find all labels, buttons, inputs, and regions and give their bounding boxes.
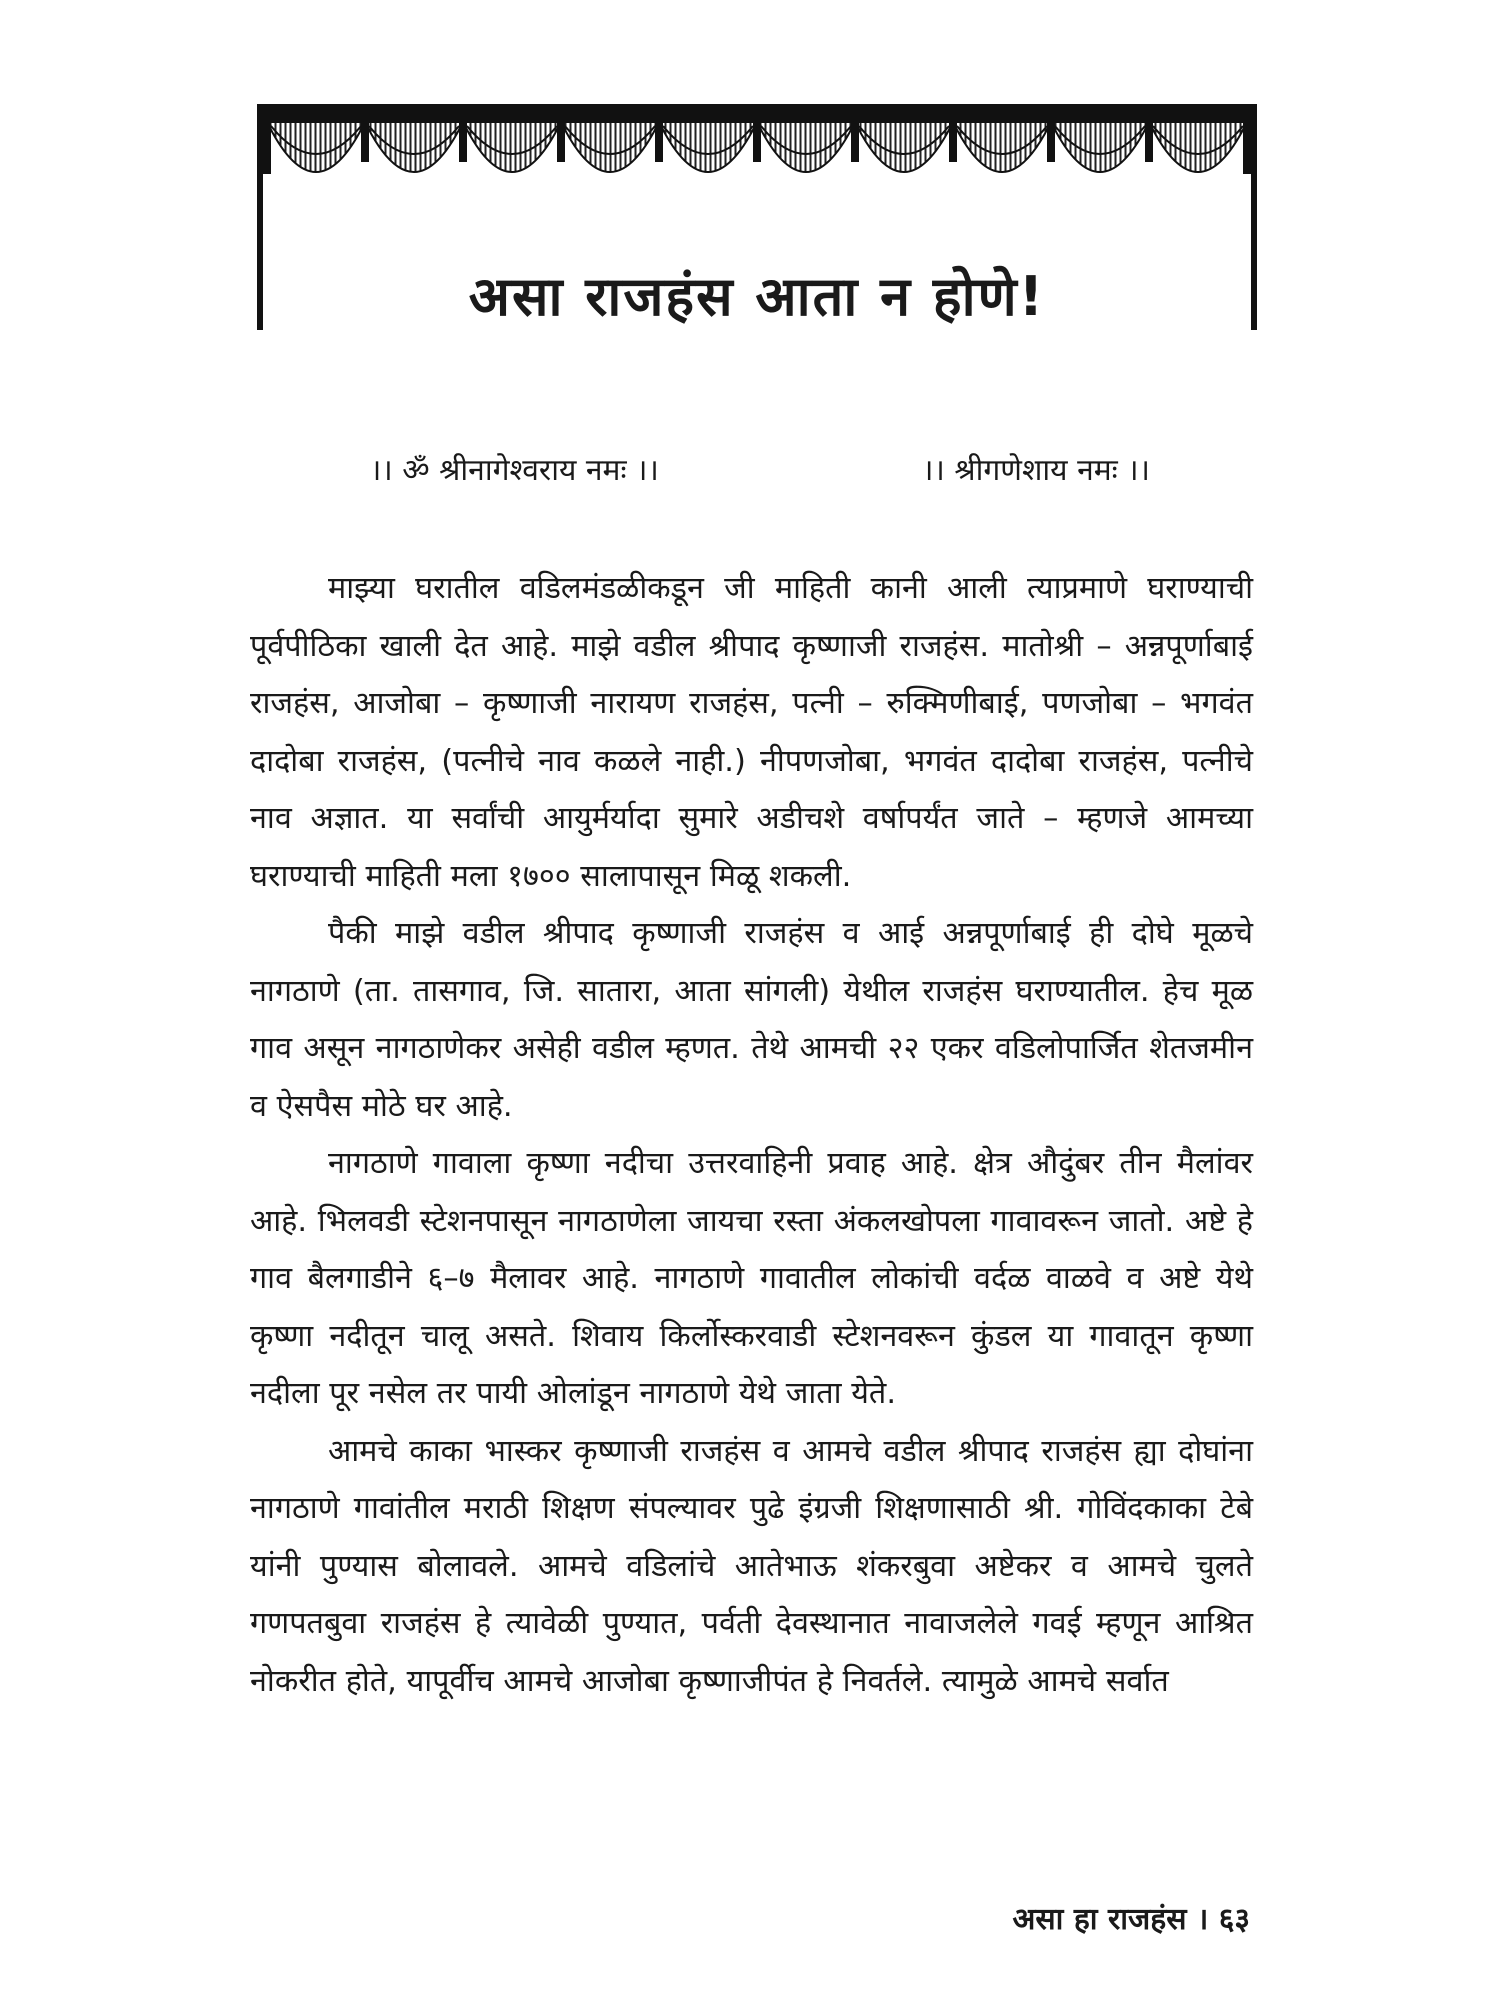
paragraph-2: पैकी माझे वडील श्रीपाद कृष्णाजी राजहंस व आई अन्नपूर्णाबाई ही दोघे मूळचे नागठाणे (ता. तासगाव, जि. सातारा, आता सांगली) येथील राजहंस घराण्यातील. हेच मूळ गाव असून नागठाणेकर असेही वडील म्हणत. तेथे आमची २२ एकर वडिलोपार्जित शेतजमीन व ऐसपैस मोठे घर आहे. — [250, 916, 1253, 1124]
page-footer — [1012, 1897, 1250, 1938]
chapter-body — [250, 560, 1253, 1710]
running-title: असा हा राजहंस — [1012, 1902, 1187, 1937]
paragraph-3: नागठाणे गावाला कृष्णा नदीचा उत्तरवाहिनी प्रवाह आहे. क्षेत्र औदुंबर तीन मैलांवर आहे. भिलवडी स्टेशनपासून नागठाणेला जायचा रस्ता अंकलखोपला गावावरून जातो. अष्टे हे गाव बैलगाडीने ६–७ मैलावर आहे. नागठाणे गावातील लोकांची वर्दळ वाळवे व अष्टे येथे कृष्णा नदीतून चालू असते. शिवाय किर्लोस्करवाडी स्टेशनवरून कुंडल या गावातून कृष्णा नदीला पूर नसेल तर पायी ओलांडून नागठाणे येथे जाता येते. — [250, 1146, 1253, 1411]
invocation-nageshwar: ।। ॐ श्रीनागेश्वराय नमः ।। — [370, 453, 659, 488]
chapter-header-frame — [257, 104, 1257, 330]
footer-separator: । — [1196, 1902, 1209, 1937]
paragraph-1: माझ्या घरातील वडिलमंडळीकडून जी माहिती कानी आली त्याप्रमाणे घराण्याची पूर्वपीठिका खाली देत आहे. माझे वडील श्रीपाद कृष्णाजी राजहंस. मातोश्री – अन्नपूर्णाबाई राजहंस, आजोबा – कृष्णाजी नारायण राजहंस, पत्नी – रुक्मिणीबाई, पणजोबा – भगवंत दादोबा राजहंस, (पत्नीचे नाव कळले नाही.) नीपणजोबा, भगवंत दादोबा राजहंस, पत्नीचे नाव अज्ञात. या सर्वांची आयुर्मर्यादा सुमारे अडीचशे वर्षापर्यंत जाते – म्हणजे आमच्या घराण्याची माहिती मला १७०० सालापासून मिळू शकली. — [250, 571, 1253, 894]
curtain-drape-ornament — [263, 112, 1251, 208]
invocation-ganesha: ।। श्रीगणेशाय नमः ।। — [922, 453, 1150, 488]
page-number: ६३ — [1218, 1902, 1250, 1937]
paragraph-4: आमचे काका भास्कर कृष्णाजी राजहंस व आमचे वडील श्रीपाद राजहंस ह्या दोघांना नागठाणे गावांतील मराठी शिक्षण संपल्यावर पुढे इंग्रजी शिक्षणासाठी श्री. गोविंदकाका टेबे यांनी पुण्यास बोलावले. आमचे वडिलांचे आतेभाऊ शंकरबुवा अष्टेकर व आमचे चुलते गणपतबुवा राजहंस हे त्यावेळी पुण्यात, पर्वती देवस्थानात नावाजलेले गवई म्हणून आश्रित नोकरीत होते, यापूर्वीच आमचे आजोबा कृष्णाजीपंत हे निवर्तले. त्यामुळे आमचे सर्वात — [250, 1433, 1253, 1699]
invocation-line — [370, 448, 1150, 489]
chapter-title: असा राजहंस आता न होणे! — [468, 265, 1046, 328]
